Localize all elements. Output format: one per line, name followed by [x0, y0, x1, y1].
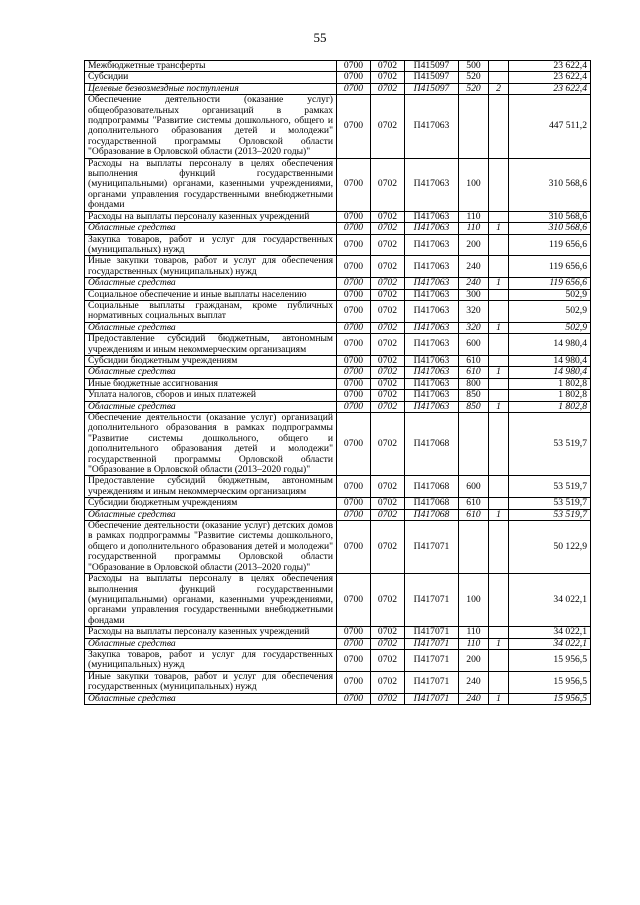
row-amount-cell: 119 656,6	[509, 234, 591, 256]
row-funding-source-cell: 1	[489, 693, 509, 704]
row-section-code-cell: 0700	[337, 289, 371, 300]
row-funding-source-cell: 1	[489, 638, 509, 649]
row-section-code-cell: 0700	[337, 158, 371, 211]
row-subsection-code-cell: 0702	[371, 521, 405, 574]
row-section-code-cell: 0700	[337, 378, 371, 389]
row-amount-cell: 34 022,1	[509, 627, 591, 638]
row-name-cell: Закупка товаров, работ и услуг для государственных (муниципальных) нужд	[85, 234, 337, 256]
row-section-code-cell: 0700	[337, 256, 371, 278]
row-amount-cell: 14 980,4	[509, 334, 591, 356]
row-name-cell: Иные бюджетные ассигнования	[85, 378, 337, 389]
row-amount-cell: 34 022,1	[509, 638, 591, 649]
row-expense-type-cell: 800	[459, 378, 489, 389]
table-row	[85, 574, 591, 627]
row-target-article-cell: П417063	[405, 322, 459, 333]
row-funding-source-cell	[489, 256, 509, 278]
row-target-article-cell: П417068	[405, 498, 459, 509]
row-subsection-code-cell: 0702	[371, 638, 405, 649]
row-target-article-cell: П417063	[405, 390, 459, 401]
row-amount-cell: 23 622,4	[509, 61, 591, 72]
row-section-code-cell: 0700	[337, 223, 371, 234]
table-row	[85, 300, 591, 322]
row-subsection-code-cell: 0702	[371, 256, 405, 278]
row-name-cell: Социальные выплаты гражданам, кроме публичных нормативных социальных выплат	[85, 300, 337, 322]
row-expense-type-cell: 520	[459, 83, 489, 94]
row-section-code-cell: 0700	[337, 300, 371, 322]
row-target-article-cell: П417063	[405, 278, 459, 289]
row-section-code-cell: 0700	[337, 334, 371, 356]
row-funding-source-cell	[489, 300, 509, 322]
row-target-article-cell: П417063	[405, 401, 459, 412]
row-funding-source-cell: 1	[489, 367, 509, 378]
table-row	[85, 390, 591, 401]
row-funding-source-cell	[489, 498, 509, 509]
row-funding-source-cell: 1	[489, 223, 509, 234]
table-row	[85, 223, 591, 234]
table-row	[85, 278, 591, 289]
row-funding-source-cell	[489, 211, 509, 222]
row-section-code-cell: 0700	[337, 95, 371, 158]
row-amount-cell: 14 980,4	[509, 367, 591, 378]
row-expense-type-cell	[459, 95, 489, 158]
table-row	[85, 367, 591, 378]
row-amount-cell: 502,9	[509, 300, 591, 322]
table-row	[85, 256, 591, 278]
table-row	[85, 95, 591, 158]
row-section-code-cell: 0700	[337, 498, 371, 509]
row-subsection-code-cell: 0702	[371, 61, 405, 72]
table-row	[85, 509, 591, 520]
row-name-cell: Областные средства	[85, 367, 337, 378]
row-name-cell: Предоставление субсидий бюджетным, автономным учреждениям и иным некоммерческим организациям	[85, 334, 337, 356]
row-expense-type-cell: 320	[459, 322, 489, 333]
row-section-code-cell: 0700	[337, 671, 371, 693]
row-amount-cell: 15 956,5	[509, 693, 591, 704]
row-section-code-cell: 0700	[337, 574, 371, 627]
row-subsection-code-cell: 0702	[371, 334, 405, 356]
row-expense-type-cell: 500	[459, 61, 489, 72]
row-funding-source-cell	[489, 289, 509, 300]
row-name-cell: Расходы на выплаты персоналу казенных учреждений	[85, 627, 337, 638]
row-amount-cell: 53 519,7	[509, 476, 591, 498]
row-expense-type-cell: 100	[459, 158, 489, 211]
row-amount-cell: 502,9	[509, 322, 591, 333]
row-expense-type-cell: 850	[459, 390, 489, 401]
row-expense-type-cell: 110	[459, 211, 489, 222]
row-amount-cell: 34 022,1	[509, 574, 591, 627]
row-funding-source-cell	[489, 158, 509, 211]
row-target-article-cell: П417063	[405, 158, 459, 211]
row-expense-type-cell: 240	[459, 256, 489, 278]
row-funding-source-cell	[489, 671, 509, 693]
row-funding-source-cell	[489, 649, 509, 671]
row-name-cell: Областные средства	[85, 278, 337, 289]
row-expense-type-cell: 610	[459, 498, 489, 509]
row-target-article-cell: П417071	[405, 693, 459, 704]
row-subsection-code-cell: 0702	[371, 367, 405, 378]
row-section-code-cell: 0700	[337, 627, 371, 638]
table-row	[85, 378, 591, 389]
row-amount-cell: 50 122,9	[509, 521, 591, 574]
row-name-cell: Областные средства	[85, 509, 337, 520]
row-amount-cell: 15 956,5	[509, 649, 591, 671]
row-section-code-cell: 0700	[337, 649, 371, 671]
row-subsection-code-cell: 0702	[371, 390, 405, 401]
row-funding-source-cell: 1	[489, 278, 509, 289]
row-section-code-cell: 0700	[337, 234, 371, 256]
row-amount-cell: 310 568,6	[509, 211, 591, 222]
row-subsection-code-cell: 0702	[371, 649, 405, 671]
row-name-cell: Расходы на выплаты персоналу казенных учреждений	[85, 211, 337, 222]
row-expense-type-cell: 240	[459, 671, 489, 693]
row-name-cell: Областные средства	[85, 401, 337, 412]
row-section-code-cell: 0700	[337, 638, 371, 649]
row-name-cell: Субсидии бюджетным учреждениям	[85, 498, 337, 509]
table-row	[85, 671, 591, 693]
row-section-code-cell: 0700	[337, 61, 371, 72]
row-amount-cell: 1 802,8	[509, 390, 591, 401]
row-subsection-code-cell: 0702	[371, 498, 405, 509]
table-row	[85, 211, 591, 222]
table-row	[85, 72, 591, 83]
row-target-article-cell: П417071	[405, 521, 459, 574]
row-amount-cell: 1 802,8	[509, 401, 591, 412]
row-expense-type-cell: 240	[459, 278, 489, 289]
row-name-cell: Уплата налогов, сборов и иных платежей	[85, 390, 337, 401]
row-expense-type-cell: 300	[459, 289, 489, 300]
table-row	[85, 413, 591, 476]
row-target-article-cell: П417063	[405, 355, 459, 366]
row-section-code-cell: 0700	[337, 413, 371, 476]
row-target-article-cell: П417063	[405, 300, 459, 322]
row-target-article-cell: П417063	[405, 256, 459, 278]
table-row	[85, 693, 591, 704]
row-funding-source-cell	[489, 95, 509, 158]
row-amount-cell: 502,9	[509, 289, 591, 300]
row-subsection-code-cell: 0702	[371, 671, 405, 693]
row-section-code-cell: 0700	[337, 390, 371, 401]
row-subsection-code-cell: 0702	[371, 355, 405, 366]
row-subsection-code-cell: 0702	[371, 476, 405, 498]
row-subsection-code-cell: 0702	[371, 322, 405, 333]
row-expense-type-cell: 110	[459, 638, 489, 649]
table-row	[85, 234, 591, 256]
row-expense-type-cell	[459, 521, 489, 574]
row-section-code-cell: 0700	[337, 72, 371, 83]
row-section-code-cell: 0700	[337, 211, 371, 222]
row-target-article-cell: П417063	[405, 334, 459, 356]
row-target-article-cell: П415097	[405, 61, 459, 72]
row-name-cell: Предоставление субсидий бюджетным, автономным учреждениям и иным некоммерческим организациям	[85, 476, 337, 498]
row-expense-type-cell: 520	[459, 72, 489, 83]
row-section-code-cell: 0700	[337, 521, 371, 574]
row-subsection-code-cell: 0702	[371, 627, 405, 638]
row-section-code-cell: 0700	[337, 322, 371, 333]
row-target-article-cell: П417068	[405, 509, 459, 520]
row-target-article-cell: П417068	[405, 413, 459, 476]
row-target-article-cell: П417063	[405, 378, 459, 389]
row-expense-type-cell: 200	[459, 649, 489, 671]
row-expense-type-cell: 320	[459, 300, 489, 322]
row-expense-type-cell: 110	[459, 223, 489, 234]
row-subsection-code-cell: 0702	[371, 95, 405, 158]
row-name-cell: Областные средства	[85, 322, 337, 333]
row-subsection-code-cell: 0702	[371, 693, 405, 704]
row-subsection-code-cell: 0702	[371, 413, 405, 476]
row-subsection-code-cell: 0702	[371, 289, 405, 300]
row-expense-type-cell	[459, 413, 489, 476]
table-row	[85, 289, 591, 300]
row-subsection-code-cell: 0702	[371, 234, 405, 256]
page-number: 55	[313, 30, 327, 45]
row-subsection-code-cell: 0702	[371, 378, 405, 389]
row-section-code-cell: 0700	[337, 509, 371, 520]
row-target-article-cell: П417063	[405, 223, 459, 234]
table-row	[85, 627, 591, 638]
row-section-code-cell: 0700	[337, 693, 371, 704]
row-name-cell: Областные средства	[85, 223, 337, 234]
row-section-code-cell: 0700	[337, 401, 371, 412]
row-amount-cell: 119 656,6	[509, 256, 591, 278]
row-subsection-code-cell: 0702	[371, 278, 405, 289]
row-expense-type-cell: 600	[459, 334, 489, 356]
row-amount-cell: 119 656,6	[509, 278, 591, 289]
row-subsection-code-cell: 0702	[371, 223, 405, 234]
row-name-cell: Расходы на выплаты персоналу в целях обеспечения выполнения функций государственными (муниципальными) органами, казенными учреждениями, органами управления государственными внебюджетными фондами	[85, 574, 337, 627]
row-funding-source-cell	[489, 378, 509, 389]
row-expense-type-cell: 110	[459, 627, 489, 638]
row-funding-source-cell	[489, 413, 509, 476]
row-funding-source-cell	[489, 574, 509, 627]
row-expense-type-cell: 850	[459, 401, 489, 412]
table-row	[85, 649, 591, 671]
row-amount-cell: 310 568,6	[509, 158, 591, 211]
row-section-code-cell: 0700	[337, 278, 371, 289]
row-subsection-code-cell: 0702	[371, 211, 405, 222]
row-amount-cell: 53 519,7	[509, 509, 591, 520]
row-subsection-code-cell: 0702	[371, 401, 405, 412]
row-funding-source-cell: 1	[489, 509, 509, 520]
row-amount-cell: 310 568,6	[509, 223, 591, 234]
row-amount-cell: 447 511,2	[509, 95, 591, 158]
row-funding-source-cell	[489, 61, 509, 72]
row-funding-source-cell: 1	[489, 322, 509, 333]
row-funding-source-cell	[489, 355, 509, 366]
row-name-cell: Целевые безвозмездные поступления	[85, 83, 337, 94]
budget-table	[84, 60, 591, 705]
row-name-cell: Обеспечение деятельности (оказание услуг) общеобразовательных организаций в рамках подпрограммы "Развитие системы дошкольного, общего и дополнительного образования детей и молодежи" государственной программы Орловской области "Образование в Орловской области (2013–2020 годы)"	[85, 95, 337, 158]
row-subsection-code-cell: 0702	[371, 83, 405, 94]
row-funding-source-cell	[489, 334, 509, 356]
row-funding-source-cell	[489, 476, 509, 498]
row-subsection-code-cell: 0702	[371, 509, 405, 520]
row-funding-source-cell	[489, 390, 509, 401]
row-target-article-cell: П417063	[405, 367, 459, 378]
row-target-article-cell: П417063	[405, 95, 459, 158]
row-funding-source-cell	[489, 521, 509, 574]
row-target-article-cell: П417063	[405, 289, 459, 300]
table-row	[85, 334, 591, 356]
row-expense-type-cell: 610	[459, 509, 489, 520]
row-subsection-code-cell: 0702	[371, 300, 405, 322]
table-row	[85, 401, 591, 412]
row-name-cell: Межбюджетные трансферты	[85, 61, 337, 72]
table-row	[85, 158, 591, 211]
row-target-article-cell: П417063	[405, 211, 459, 222]
row-target-article-cell: П417068	[405, 476, 459, 498]
row-expense-type-cell: 610	[459, 367, 489, 378]
row-section-code-cell: 0700	[337, 83, 371, 94]
row-name-cell: Субсидии	[85, 72, 337, 83]
row-expense-type-cell: 610	[459, 355, 489, 366]
row-funding-source-cell: 2	[489, 83, 509, 94]
row-expense-type-cell: 600	[459, 476, 489, 498]
row-target-article-cell: П417071	[405, 671, 459, 693]
row-section-code-cell: 0700	[337, 355, 371, 366]
row-name-cell: Иные закупки товаров, работ и услуг для обеспечения государственных (муниципальных) нужд	[85, 671, 337, 693]
row-name-cell: Обеспечение деятельности (оказание услуг) организаций дополнительного образования в рамках подпрограммы "Развитие системы дошкольного, общего и дополнительного образования детей и молодежи" государственной программы Орловской области "Образование в Орловской области (2013–2020 годы)"	[85, 413, 337, 476]
row-target-article-cell: П415097	[405, 72, 459, 83]
row-amount-cell: 53 519,7	[509, 498, 591, 509]
table-row	[85, 476, 591, 498]
row-amount-cell: 23 622,4	[509, 83, 591, 94]
row-name-cell: Социальное обеспечение и иные выплаты населению	[85, 289, 337, 300]
row-name-cell: Обеспечение деятельности (оказание услуг) детских домов в рамках подпрограммы "Развитие системы дошкольного, общего и дополнительного образования детей и молодежи" государственной программы Орловской области "Образование в Орловской области (2013–2020 годы)"	[85, 521, 337, 574]
row-funding-source-cell	[489, 627, 509, 638]
row-target-article-cell: П417063	[405, 234, 459, 256]
row-name-cell: Областные средства	[85, 638, 337, 649]
row-target-article-cell: П417071	[405, 574, 459, 627]
row-target-article-cell: П417071	[405, 649, 459, 671]
table-row	[85, 638, 591, 649]
row-name-cell: Областные средства	[85, 693, 337, 704]
row-funding-source-cell	[489, 72, 509, 83]
table-row	[85, 322, 591, 333]
row-target-article-cell: П417071	[405, 638, 459, 649]
row-funding-source-cell: 1	[489, 401, 509, 412]
row-subsection-code-cell: 0702	[371, 72, 405, 83]
row-amount-cell: 1 802,8	[509, 378, 591, 389]
table-row	[85, 83, 591, 94]
row-subsection-code-cell: 0702	[371, 574, 405, 627]
row-expense-type-cell: 200	[459, 234, 489, 256]
table-row	[85, 498, 591, 509]
row-name-cell: Субсидии бюджетным учреждениям	[85, 355, 337, 366]
row-amount-cell: 53 519,7	[509, 413, 591, 476]
row-amount-cell: 23 622,4	[509, 72, 591, 83]
row-name-cell: Иные закупки товаров, работ и услуг для обеспечения государственных (муниципальных) нужд	[85, 256, 337, 278]
row-section-code-cell: 0700	[337, 367, 371, 378]
row-subsection-code-cell: 0702	[371, 158, 405, 211]
row-section-code-cell: 0700	[337, 476, 371, 498]
row-expense-type-cell: 100	[459, 574, 489, 627]
row-name-cell: Закупка товаров, работ и услуг для государственных (муниципальных) нужд	[85, 649, 337, 671]
table-row	[85, 355, 591, 366]
row-target-article-cell: П415097	[405, 83, 459, 94]
row-target-article-cell: П417071	[405, 627, 459, 638]
row-name-cell: Расходы на выплаты персоналу в целях обеспечения выполнения функций государственными (муниципальными) органами, казенными учреждениями, органами управления государственными внебюджетными фондами	[85, 158, 337, 211]
budget-table-body	[85, 61, 591, 705]
table-row	[85, 521, 591, 574]
table-row	[85, 61, 591, 72]
row-expense-type-cell: 240	[459, 693, 489, 704]
row-amount-cell: 15 956,5	[509, 671, 591, 693]
row-amount-cell: 14 980,4	[509, 355, 591, 366]
row-funding-source-cell	[489, 234, 509, 256]
